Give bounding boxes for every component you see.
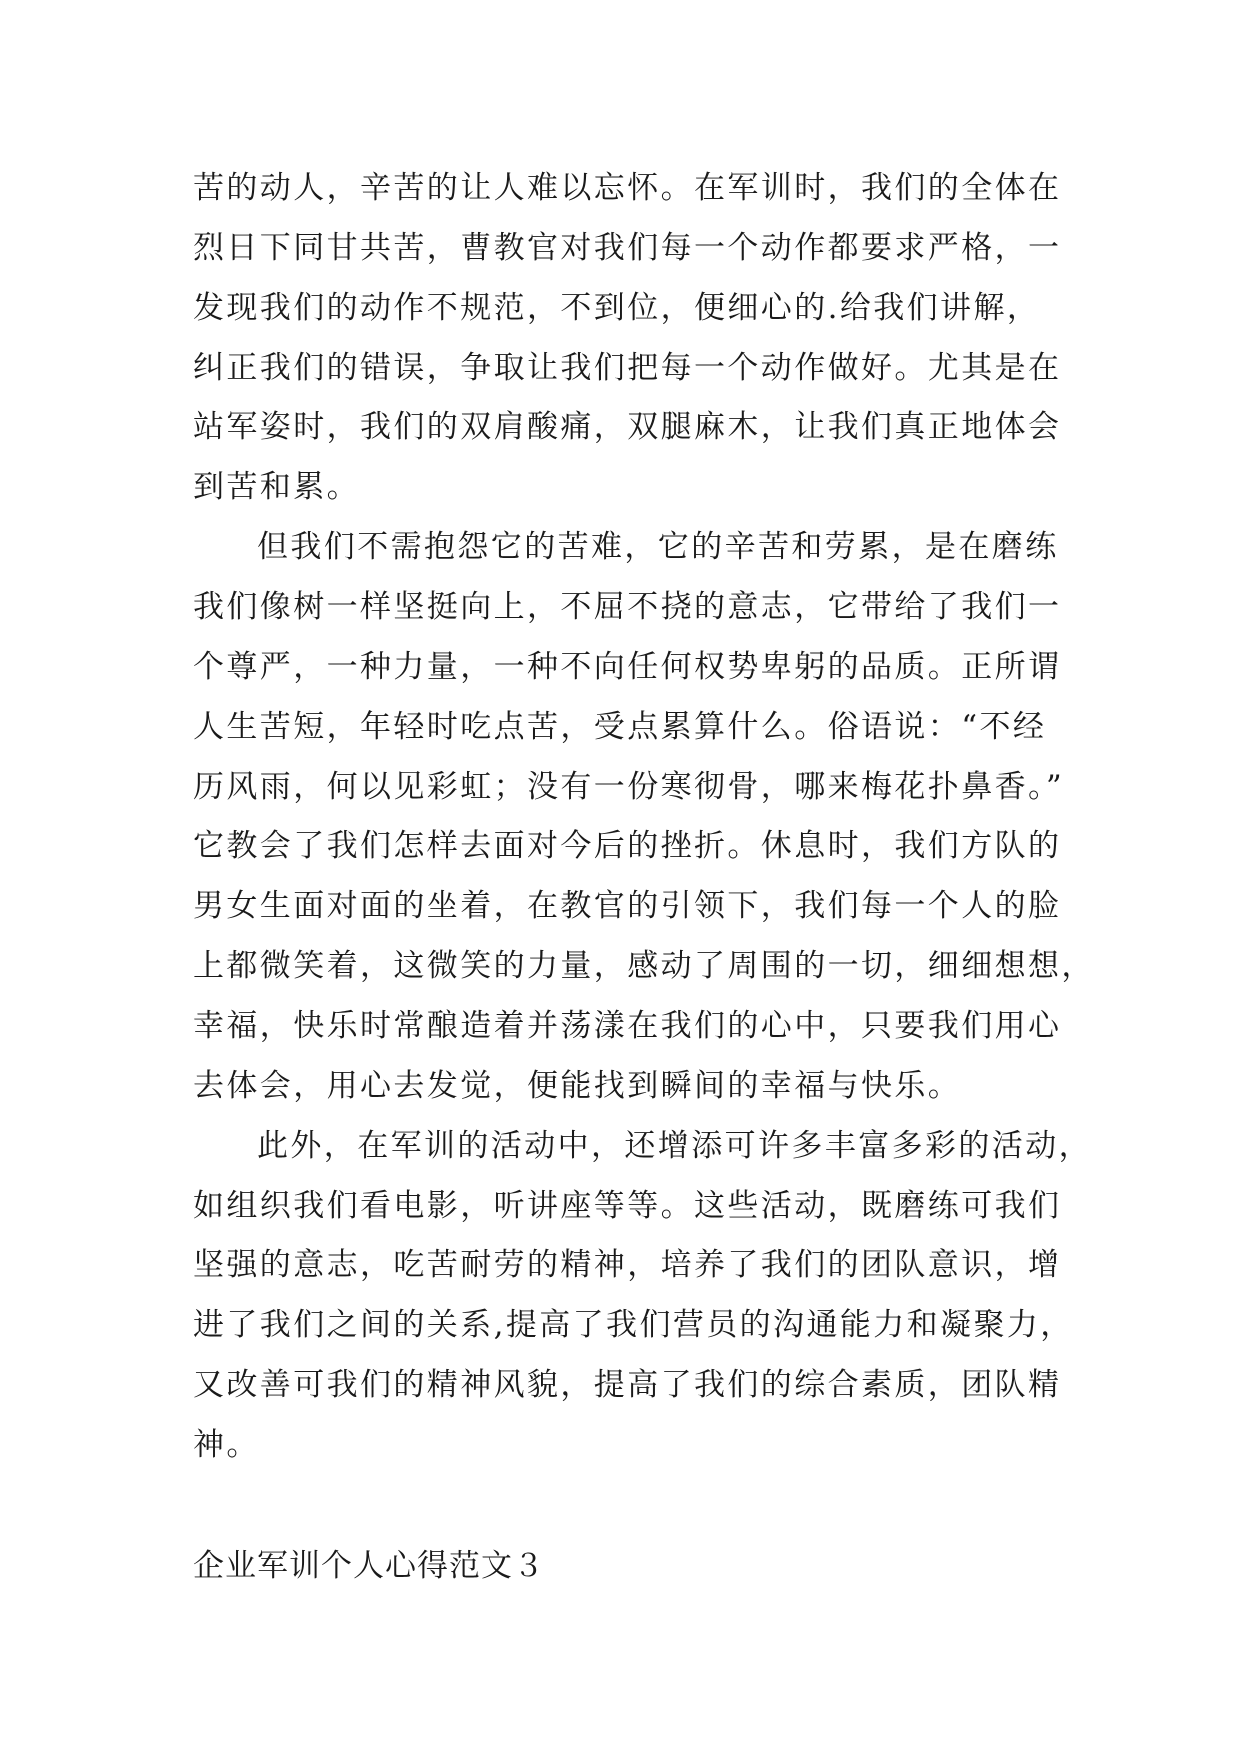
- paragraph-3-line-2: 如组织我们看电影，听讲座等等。这些活动，既磨练可我们: [193, 1188, 1062, 1224]
- paragraph-2-line-9: 幸福，快乐时常酿造着并荡漾在我们的心中，只要我们用心: [193, 1008, 1062, 1044]
- paragraph-1-line-6: 到苦和累。: [193, 469, 360, 505]
- paragraph-2-line-1: 但我们不需抱怨它的苦难，它的辛苦和劳累，是在磨练: [257, 529, 1059, 565]
- paragraph-3-line-6: 神。: [193, 1427, 260, 1463]
- paragraph-2-line-8: 上都微笑着，这微笑的力量，感动了周围的一切，细细想想，: [193, 948, 1095, 984]
- paragraph-1-line-3: 发现我们的动作不规范，不到位，便细心的.给我们讲解，: [193, 290, 1041, 326]
- paragraph-3-line-5: 又改善可我们的精神风貌，提高了我们的综合素质，团队精: [193, 1367, 1062, 1403]
- paragraph-2-line-7: 男女生面对面的坐着，在教官的引领下，我们每一个人的脸: [193, 888, 1062, 924]
- paragraph-2-line-6: 它教会了我们怎样去面对今后的挫折。休息时，我们方队的: [193, 828, 1062, 864]
- paragraph-1-line-1: 苦的动人，辛苦的让人难以忘怀。在军训时，我们的全体在: [193, 170, 1062, 206]
- paragraph-2-line-2: 我们像树一样坚挺向上，不屈不挠的意志，它带给了我们一: [193, 589, 1062, 625]
- section-heading: 企业军训个人心得范文３: [193, 1548, 545, 1584]
- paragraph-2-line-5: 历风雨，何以见彩虹；没有一份寒彻骨，哪来梅花扑鼻香。”: [193, 769, 1065, 805]
- paragraph-1-line-4: 纠正我们的错误，争取让我们把每一个动作做好。尤其是在: [193, 350, 1062, 386]
- paragraph-2-line-10: 去体会，用心去发觉，便能找到瞬间的幸福与快乐。: [193, 1068, 962, 1104]
- paragraph-2-line-3: 个尊严，一种力量，一种不向任何权势卑躬的品质。正所谓: [193, 649, 1062, 685]
- paragraph-2-line-4: 人生苦短，年轻时吃点苦，受点累算什么。俗语说：“不经: [193, 709, 1047, 745]
- paragraph-3-line-1: 此外，在军训的活动中，还增添可许多丰富多彩的活动，: [257, 1128, 1092, 1164]
- paragraph-1-line-2: 烈日下同甘共苦，曹教官对我们每一个动作都要求严格，一: [193, 230, 1062, 266]
- paragraph-1-line-5: 站军姿时，我们的双肩酸痛，双腿麻木，让我们真正地体会: [193, 409, 1062, 445]
- paragraph-3-line-3: 坚强的意志，吃苦耐劳的精神，培养了我们的团队意识，增: [193, 1247, 1062, 1283]
- paragraph-3-line-4: 进了我们之间的关系,提高了我们营员的沟通能力和凝聚力，: [193, 1307, 1074, 1343]
